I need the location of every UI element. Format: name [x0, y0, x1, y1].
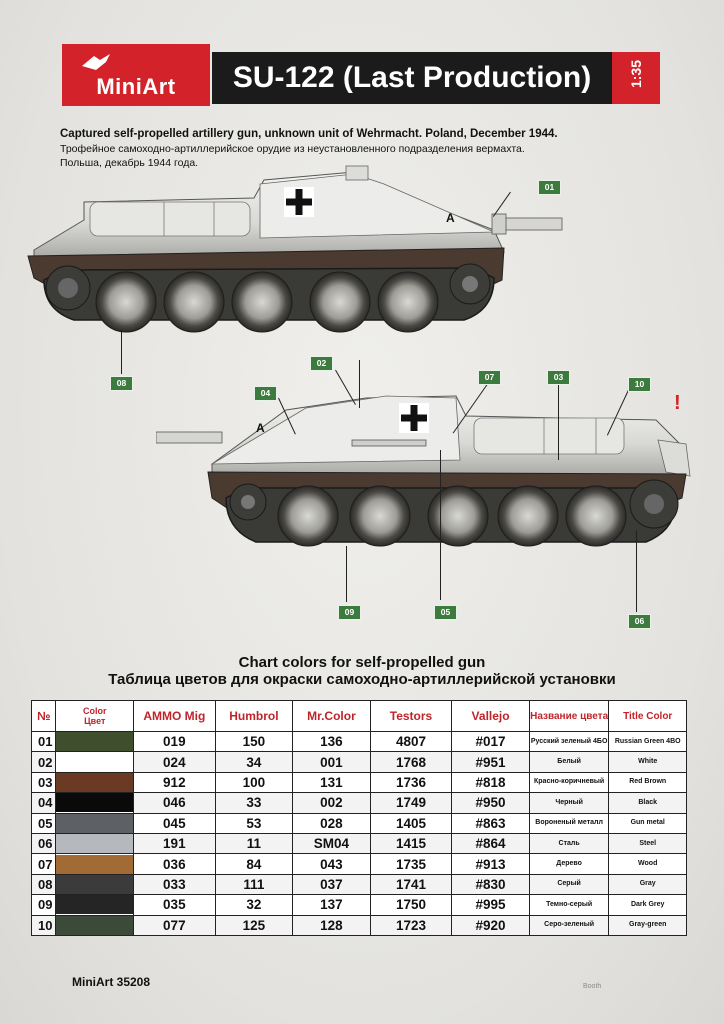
balkenkreuz-icon: [399, 403, 429, 433]
scale-label: 1:35: [628, 59, 644, 89]
color-chart-table: [31, 700, 687, 936]
callout-02: 02: [310, 356, 333, 371]
tactical-letter: A: [446, 211, 455, 225]
callout-04: 04: [254, 386, 277, 401]
color-swatch: [56, 895, 134, 915]
humbrol-code: 33: [215, 793, 293, 813]
leader-line-05: [440, 450, 441, 600]
ammo-code: 912: [134, 772, 216, 792]
row-number: 10: [32, 915, 56, 935]
row-number: 03: [32, 772, 56, 792]
color-title-en: Gray-green: [609, 915, 687, 935]
miniart-logo: [62, 44, 210, 106]
mrcolor-code: 043: [293, 854, 371, 874]
testors-code: 1415: [370, 833, 452, 853]
color-swatch: [56, 874, 134, 894]
color-swatch: [56, 732, 134, 752]
caption-russian-line1: Трофейное самоходно-артиллерийское орудие из неустановленного подразделения вермахта.: [60, 143, 525, 155]
humbrol-code: 150: [215, 732, 293, 752]
color-name-ru: Сталь: [529, 833, 609, 853]
color-name-ru: Красно-коричневый: [529, 772, 609, 792]
humbrol-code: 84: [215, 854, 293, 874]
balkenkreuz-icon: [284, 187, 314, 217]
mrcolor-code: 131: [293, 772, 371, 792]
vallejo-code: #913: [452, 854, 530, 874]
color-title-en: Gun metal: [609, 813, 687, 833]
testors-code: 1749: [370, 793, 452, 813]
title-bar: [212, 52, 612, 104]
color-title-en: Dark Grey: [609, 895, 687, 915]
swatch-fill: [56, 834, 133, 853]
tank-left-side-view: [156, 380, 696, 560]
color-swatch: [56, 915, 134, 935]
swatch-fill: [56, 855, 133, 874]
color-name-ru: Русский зеленый 4БО: [529, 732, 609, 752]
tactical-letter: A: [256, 421, 265, 435]
row-number: 04: [32, 793, 56, 813]
ammo-code: 019: [134, 732, 216, 752]
color-title-en: Russian Green 4BO: [609, 732, 687, 752]
table-header-row: [32, 701, 687, 732]
vallejo-code: #920: [452, 915, 530, 935]
vallejo-code: #950: [452, 793, 530, 813]
row-number: 06: [32, 833, 56, 853]
page-title: SU-122 (Last Production): [232, 61, 592, 94]
humbrol-code: 111: [215, 874, 293, 894]
header-ammo: AMMO Mig: [134, 701, 216, 732]
mrcolor-code: 002: [293, 793, 371, 813]
header-color-en: Color: [83, 706, 107, 716]
header-color-ru: Цвет: [84, 716, 106, 726]
humbrol-code: 53: [215, 813, 293, 833]
mrcolor-code: 037: [293, 874, 371, 894]
ammo-code: 036: [134, 854, 216, 874]
testors-code: 4807: [370, 732, 452, 752]
row-number: 07: [32, 854, 56, 874]
swatch-fill: [56, 814, 133, 833]
header-number: №: [32, 701, 56, 732]
ammo-code: 033: [134, 874, 216, 894]
ammo-code: 077: [134, 915, 216, 935]
header-title-color: Title Color: [609, 701, 687, 732]
swatch-fill: [56, 773, 133, 792]
vallejo-code: #951: [452, 752, 530, 772]
table-row: [32, 793, 687, 813]
vallejo-code: #995: [452, 895, 530, 915]
mrcolor-code: 137: [293, 895, 371, 915]
ammo-code: 045: [134, 813, 216, 833]
header-mrcolor: Mr.Color: [293, 701, 371, 732]
leader-line-09: [346, 546, 347, 602]
color-title-en: Steel: [609, 833, 687, 853]
callout-09: 09: [338, 605, 361, 620]
header-humbrol: Humbrol: [215, 701, 293, 732]
brush-mark-icon: [80, 52, 114, 74]
testors-code: 1723: [370, 915, 452, 935]
table-row: [32, 813, 687, 833]
humbrol-code: 32: [215, 895, 293, 915]
swatch-fill: [56, 732, 133, 751]
chart-title-english: Chart colors for self-propelled gun: [238, 654, 486, 671]
caption-english: Captured self-propelled artillery gun, unknown unit of Wehrmacht. Poland, December 1944.: [60, 128, 558, 140]
row-number: 08: [32, 874, 56, 894]
table-row: [32, 772, 687, 792]
testors-code: 1735: [370, 854, 452, 874]
mrcolor-code: 136: [293, 732, 371, 752]
color-name-ru: Темно-серый: [529, 895, 609, 915]
callout-05: 05: [434, 605, 457, 620]
table-row: [32, 752, 687, 772]
humbrol-code: 11: [215, 833, 293, 853]
row-number: 09: [32, 895, 56, 915]
callout-07: 07: [478, 370, 501, 385]
callout-08: 08: [110, 376, 133, 391]
mrcolor-code: 001: [293, 752, 371, 772]
tank-right-side-view: [24, 160, 564, 340]
swatch-fill: [56, 793, 133, 812]
color-swatch: [56, 833, 134, 853]
table-row: [32, 874, 687, 894]
mrcolor-code: 028: [293, 813, 371, 833]
callout-03: 03: [547, 370, 570, 385]
scale-badge: [612, 52, 660, 104]
chart-title-russian: Таблица цветов для окраски самоходно-артиллерийской установки: [108, 671, 616, 688]
humbrol-code: 34: [215, 752, 293, 772]
color-title-en: Red Brown: [609, 772, 687, 792]
callout-06: 06: [628, 614, 651, 629]
callout-01: 01: [538, 180, 561, 195]
row-number: 05: [32, 813, 56, 833]
header-name-ru: Название цвета: [529, 701, 609, 732]
table-row: [32, 854, 687, 874]
vallejo-code: #818: [452, 772, 530, 792]
testors-code: 1750: [370, 895, 452, 915]
kit-number: MiniArt 35208: [72, 975, 151, 989]
mrcolor-code: 128: [293, 915, 371, 935]
color-swatch: [56, 752, 134, 772]
swatch-fill: [56, 895, 133, 914]
ammo-code: 024: [134, 752, 216, 772]
brand-name: MiniArt: [96, 74, 176, 99]
ammo-code: 191: [134, 833, 216, 853]
leader-line-08: [121, 330, 122, 374]
vallejo-code: #017: [452, 732, 530, 752]
testors-code: 1736: [370, 772, 452, 792]
testors-code: 1741: [370, 874, 452, 894]
table-row: [32, 833, 687, 853]
color-swatch: [56, 793, 134, 813]
header-color: [56, 701, 134, 732]
vallejo-code: #830: [452, 874, 530, 894]
row-number: 01: [32, 732, 56, 752]
booth-credit: Booth: [583, 983, 602, 990]
leader-line-06: [636, 530, 637, 612]
table-row: [32, 895, 687, 915]
swatch-fill: [56, 916, 133, 935]
color-name-ru: Черный: [529, 793, 609, 813]
mrcolor-code: SM04: [293, 833, 371, 853]
vallejo-code: #863: [452, 813, 530, 833]
vallejo-code: #864: [452, 833, 530, 853]
color-name-ru: Серо-зеленый: [529, 915, 609, 935]
table-row: [32, 915, 687, 935]
header-vallejo: Vallejo: [452, 701, 530, 732]
swatch-fill: [56, 753, 133, 772]
color-title-en: Gray: [609, 874, 687, 894]
humbrol-code: 100: [215, 772, 293, 792]
testors-code: 1768: [370, 752, 452, 772]
color-name-ru: Вороненый металл: [529, 813, 609, 833]
row-number: 02: [32, 752, 56, 772]
color-title-en: Wood: [609, 854, 687, 874]
color-name-ru: Белый: [529, 752, 609, 772]
color-swatch: [56, 772, 134, 792]
table-row: [32, 732, 687, 752]
callout-10: 10: [628, 377, 651, 392]
testors-code: 1405: [370, 813, 452, 833]
ammo-code: 035: [134, 895, 216, 915]
header-testors: Testors: [370, 701, 452, 732]
caption-russian-line2: Польша, декабрь 1944 года.: [60, 157, 199, 169]
leader-line-03: [558, 384, 559, 460]
ammo-code: 046: [134, 793, 216, 813]
color-name-ru: Дерево: [529, 854, 609, 874]
color-swatch: [56, 854, 134, 874]
color-swatch: [56, 813, 134, 833]
color-name-ru: Серый: [529, 874, 609, 894]
color-title-en: Black: [609, 793, 687, 813]
color-title-en: White: [609, 752, 687, 772]
attention-mark: !: [674, 392, 681, 414]
humbrol-code: 125: [215, 915, 293, 935]
leader-line-top: [359, 360, 360, 408]
swatch-fill: [56, 875, 133, 894]
